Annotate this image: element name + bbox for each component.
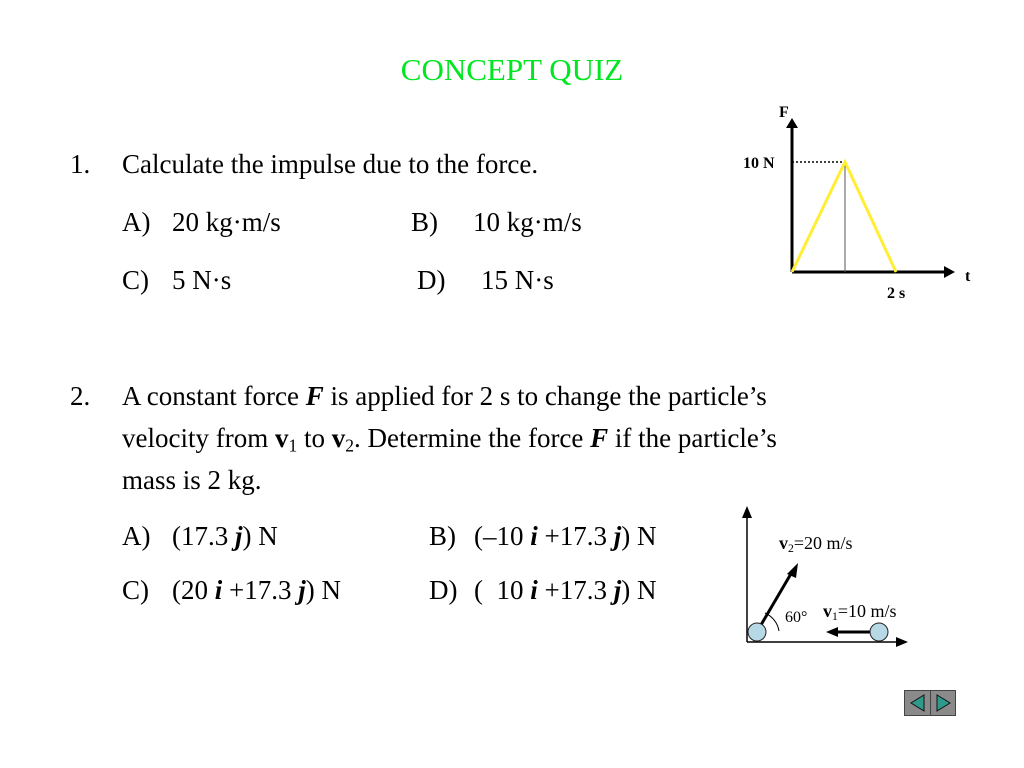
q2-option-a-letter: A) <box>122 521 151 551</box>
v2-label <box>779 533 853 554</box>
q1-option-c-letter: C) <box>122 265 149 295</box>
q1-option-c[interactable]: 5 N·s <box>172 265 232 295</box>
unit-vector-i: i <box>530 575 538 605</box>
f-axis-label: F <box>779 104 789 121</box>
q2-option-text: (20 <box>172 575 215 605</box>
q2-text: if the particle’s <box>608 423 777 453</box>
unit-vector-j: j <box>235 521 243 551</box>
v1-speed: =10 m/s <box>837 601 897 621</box>
q2-option-text: +17.3 <box>537 521 614 551</box>
slide-navigation <box>904 690 956 716</box>
q2-text: to <box>297 423 332 453</box>
q2-option-text: (–10 <box>474 521 531 551</box>
particle-start <box>748 623 766 641</box>
previous-slide-button[interactable] <box>905 691 931 715</box>
page-title: CONCEPT QUIZ <box>400 52 624 87</box>
x-axis-arrowhead <box>896 637 908 647</box>
q1-number: 1. <box>70 149 91 179</box>
q1-option-b-letter: B) <box>411 207 438 237</box>
q2-option-text: +17.3 <box>222 575 299 605</box>
velocity-subscript: 2 <box>345 435 355 456</box>
q2-option-text: ) N <box>621 521 657 551</box>
q2-text: A constant force <box>122 381 306 411</box>
next-slide-button[interactable] <box>931 691 956 715</box>
duration-label: 2 s <box>887 285 906 302</box>
q2-prompt-line-3: mass is 2 kg. <box>122 465 262 495</box>
q1-option-d-letter: D) <box>417 265 446 295</box>
v2-speed: =20 m/s <box>793 533 853 553</box>
q1-option-d[interactable]: 15 N·s <box>481 265 554 295</box>
v2-letter: v <box>779 533 788 553</box>
v1-subscript: 1 <box>832 609 838 623</box>
q2-option-text: ) N <box>305 575 342 605</box>
y-axis-arrowhead <box>742 506 752 518</box>
v2-subscript: 2 <box>788 541 794 555</box>
velocity-symbol: v <box>331 423 346 453</box>
q1-option-a[interactable]: 20 kg·m/s <box>172 207 281 237</box>
v1-letter: v <box>823 601 832 621</box>
force-symbol: F <box>305 381 324 411</box>
q2-option-d-letter: D) <box>429 575 458 605</box>
v1-label <box>823 601 897 622</box>
q1-option-a-letter: A) <box>122 207 151 237</box>
unit-vector-i: i <box>530 521 538 551</box>
q2-option-text: ) N <box>242 521 278 551</box>
unit-vector-i: i <box>214 575 223 605</box>
q2-number: 2. <box>70 381 91 411</box>
q2-text: velocity from <box>122 423 275 453</box>
peak-force-label: 10 N <box>743 155 775 172</box>
q2-option-text: (17.3 <box>172 521 235 551</box>
q2-option-text: ( 10 <box>474 575 531 605</box>
unit-vector-j: j <box>298 575 306 605</box>
triangle-right-icon <box>931 691 956 715</box>
particle-end <box>870 623 888 641</box>
t-axis-label: t <box>965 268 971 285</box>
angle-label: 60° <box>785 609 808 626</box>
force-symbol: F <box>590 423 609 453</box>
velocity-symbol: v <box>274 423 289 453</box>
unit-vector-j: j <box>613 575 622 605</box>
q2-text: . Determine the force <box>354 423 591 453</box>
velocity-subscript: 1 <box>288 435 298 456</box>
q2-text: is applied for 2 s to change the particle’s <box>323 381 767 411</box>
q1-prompt: Calculate the impulse due to the force. <box>122 149 539 179</box>
q2-option-c-letter: C) <box>122 575 149 605</box>
unit-vector-j: j <box>613 521 622 551</box>
triangle-left-icon <box>905 691 930 715</box>
q2-option-text: ) N <box>621 575 657 605</box>
q2-option-b-letter: B) <box>429 521 456 551</box>
v1-arrowhead <box>826 627 838 637</box>
q1-option-b[interactable]: 10 kg·m/s <box>473 207 582 237</box>
q2-option-text: +17.3 <box>537 575 614 605</box>
